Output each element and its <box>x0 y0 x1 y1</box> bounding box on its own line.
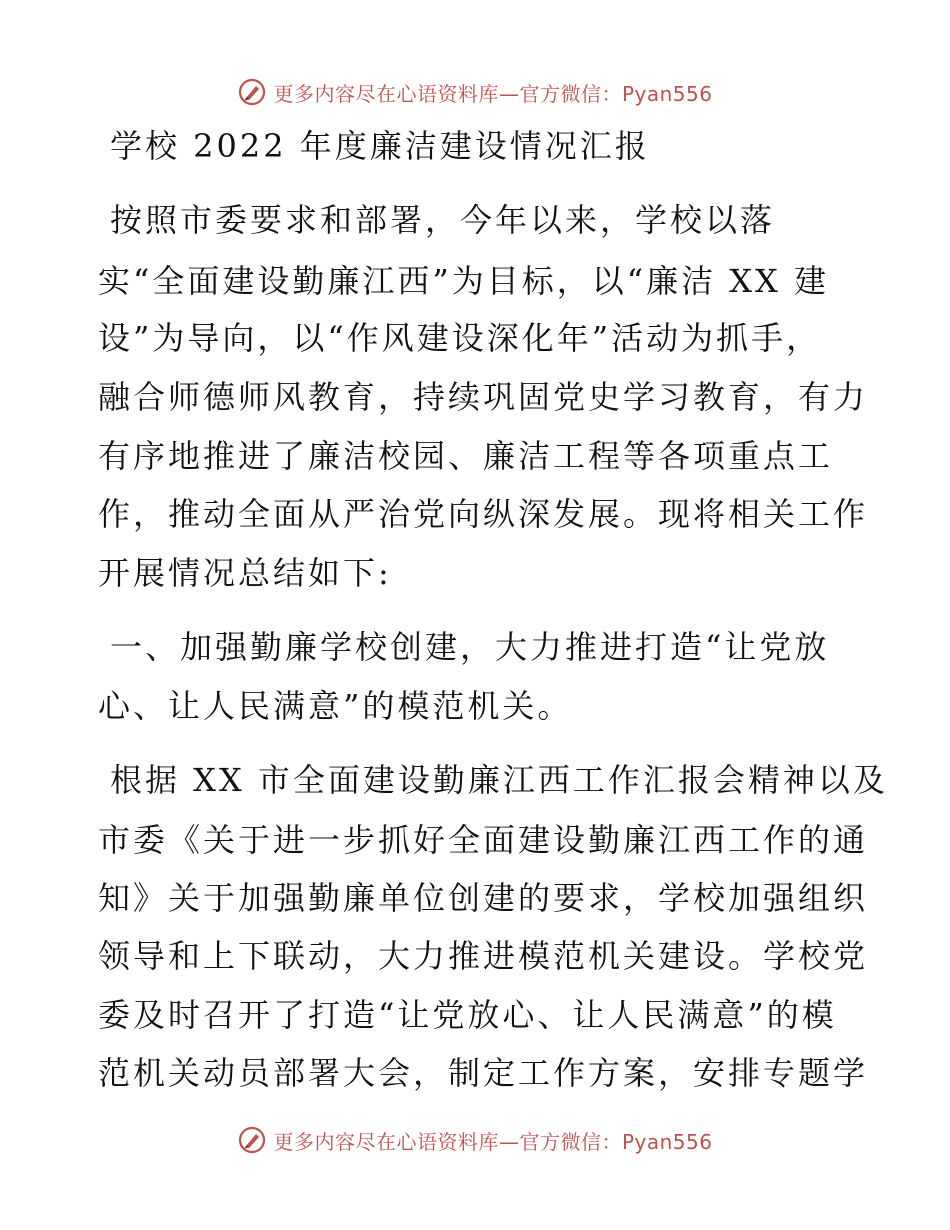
paragraph-1-line-7: 开展情况总结如下: <box>98 554 392 592</box>
document-title: 学校 2022 年度廉洁建设情况汇报 <box>110 127 650 165</box>
paragraph-1-line-5: 有序地推进了廉洁校园、廉洁工程等各项重点工 <box>98 437 834 475</box>
pen-nib-logo-icon <box>237 1125 267 1155</box>
watermark-text: 更多内容尽在心语资料库—官方微信：Pyan556 <box>273 1129 713 1154</box>
paragraph-1-line-6: 作，推动全面从严治党向纵深发展。现将相关工作 <box>98 495 869 533</box>
paragraph-1-line-3: 设”为导向，以“作风建设深化年”活动为抓手， <box>98 319 822 357</box>
watermark-header <box>0 72 950 112</box>
heading-1-line-1: 一、加强勤廉学校创建，大力推进打造“让党放 <box>110 628 830 666</box>
paragraph-1-line-2: 实“全面建设勤廉江西”为目标，以“廉洁 XX 建 <box>98 262 829 300</box>
paragraph-1-line-4: 融合师德师风教育，持续巩固党史学习教育，有力 <box>98 378 869 416</box>
paragraph-1-line-1: 按照市委要求和部署，今年以来，学校以落 <box>110 201 776 239</box>
heading-1-line-2: 心、让人民满意”的模范机关。 <box>98 687 573 725</box>
watermark-inner <box>237 77 712 107</box>
paragraph-2-line-1: 根据 XX 市全面建设勤廉江西工作汇报会精神以及 <box>110 761 888 799</box>
paragraph-2-line-6: 范机关动员部署大会，制定工作方案，安排专题学 <box>98 1054 869 1092</box>
watermark-footer <box>0 1120 950 1160</box>
paragraph-2-line-3: 知》关于加强勤廉单位创建的要求，学校加强组织 <box>98 879 869 917</box>
watermark-text: 更多内容尽在心语资料库—官方微信：Pyan556 <box>273 81 713 106</box>
paragraph-2-line-4: 领导和上下联动，大力推进模范机关建设。学校党 <box>98 937 869 975</box>
watermark-inner <box>237 1125 712 1155</box>
paragraph-2-line-2: 市委《关于进一步抓好全面建设勤廉江西工作的通 <box>98 821 869 859</box>
pen-nib-logo-icon <box>237 77 267 107</box>
paragraph-2-line-5: 委及时召开了打造“让党放心、让人民满意”的模 <box>98 996 837 1034</box>
